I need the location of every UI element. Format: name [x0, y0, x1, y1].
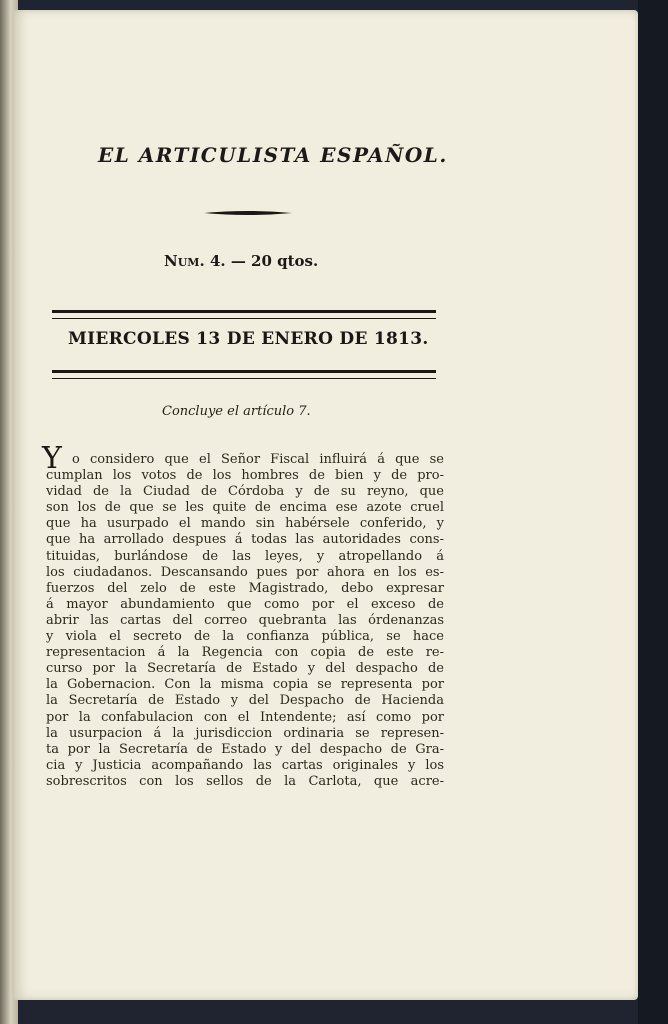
text-line: ta por la Secretaría de Estado y del despacho de Gra- — [46, 741, 444, 757]
text-line: la usurpacion á la jurisdiccion ordinaria se represen- — [46, 725, 444, 741]
article-body — [46, 452, 444, 790]
text-line: vidad de la Ciudad de Córdoba y de su reyno, que — [46, 484, 444, 500]
article-subhead: Concluye el artículo 7. — [162, 404, 311, 419]
scan-background — [638, 0, 668, 1024]
text-line: sobrescritos con los sellos de la Carlota, que acre- — [46, 773, 444, 789]
text-line: cumplan los votos de los hombres de bien y de pro- — [46, 468, 444, 484]
masthead-title: EL ARTICULISTA ESPAÑOL. — [98, 143, 448, 167]
ornament-rule — [204, 210, 292, 216]
text-line: o considero que el Señor Fiscal influirá á que se — [72, 452, 444, 467]
issue-number — [164, 252, 318, 270]
double-rule-bottom — [52, 370, 436, 379]
text-line: cia y Justicia acompañando las cartas originales y los — [46, 757, 444, 773]
double-rule-top — [52, 310, 436, 319]
text-line: fuerzos del zelo de este Magistrado, debo expresar — [46, 580, 444, 596]
issue-detail: 4. — 20 qtos. — [209, 252, 319, 270]
text-line: abrir las cartas del correo quebranta las órdenanzas — [46, 612, 444, 628]
text-line: que ha usurpado el mando sin habérsele conferido, y — [46, 516, 444, 532]
text-line: la Secretaría de Estado y del Despacho de Hacienda — [46, 693, 444, 709]
text-line: y viola el secreto de la confianza pública, se hace — [46, 629, 444, 645]
text-line: los ciudadanos. Descansando pues por ahora en los es- — [46, 564, 444, 580]
text-line: por la confabulacion con el Intendente; así como por — [46, 709, 444, 725]
text-line: representacion á la Regencia con copia de este re- — [46, 645, 444, 661]
text-line: tituidas, burlándose de las leyes, y atropellando á — [46, 548, 444, 564]
dateline: MIERCOLES 13 DE ENERO DE 1813. — [68, 329, 429, 349]
text-line: curso por la Secretaría de Estado y del despacho de — [46, 661, 444, 677]
text-line: son los de que se les quite de encima ese azote cruel — [46, 500, 444, 516]
text-line: la Gobernacion. Con la misma copia se representa por — [46, 677, 444, 693]
issue-label: Num. — [164, 252, 205, 270]
text-line: á mayor abundamiento que como por el exceso de — [46, 596, 444, 612]
text-line: que ha arrollado despues á todas las autoridades cons- — [46, 532, 444, 548]
drop-cap: Y — [42, 441, 62, 476]
